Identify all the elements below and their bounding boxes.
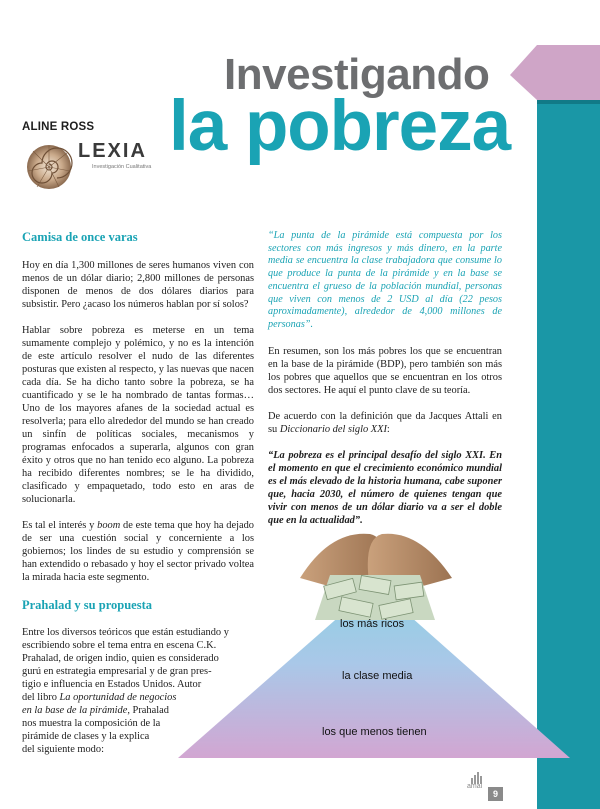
right-column (268, 230, 502, 527)
book-title-part-1: La oportunidad de negocios (59, 692, 177, 703)
prahalad-line: pirámide de clases y la explica (22, 731, 150, 742)
nautilus-shell-icon (25, 143, 73, 191)
logo-subtitle: Investigación Cualitativa (92, 164, 152, 170)
prahalad-line: tigio e influencia en Estados Unidos. Autor (22, 679, 202, 690)
pink-tab-shape (510, 45, 600, 100)
title-line-2: la pobreza (169, 87, 511, 166)
prahalad-line: Entre los diversos teóricos que están estudiando y (22, 627, 229, 638)
prahalad-quote: “La punta de la pirámide está compuesta por los sectores con más ingresos y más dinero, en la parte media se encuentra la clase trabajadora que consume lo que produce la punta de la pirámide y en la base se encuentra el grueso de la población mundial, personas que viven con menos de 2 USD al día (22 pesos aproximadamente), alrededor de 4,000 millones de personas”. (268, 230, 502, 330)
book-title-part-2: en la base de la pirámide (22, 705, 128, 716)
paragraph-1: Hoy en día 1,300 millones de seres humanos viven con menos de un dólar diario; 2,800 millones de personas disponen de menos de dos dólares diarios para subsistir. Pero ¿acaso los números hablan por sí solos? (22, 260, 254, 310)
prahalad-line: del siguiente modo: (22, 744, 104, 755)
author-name: ALINE ROSS (22, 121, 95, 133)
hands-with-money-image (300, 534, 452, 620)
page-number: 9 (488, 787, 503, 801)
class-pyramid (0, 520, 600, 790)
pyramid-label-middle: la clase media (342, 670, 413, 682)
pyramid-label-top: los más ricos (340, 618, 405, 630)
prahalad-line: del libro (22, 692, 60, 703)
attali-book-title: Diccionario del siglo XXI (279, 423, 387, 435)
p3-text-a: Es tal el interés y (22, 520, 98, 531)
prahalad-after-book: , Prahalad (127, 705, 169, 716)
pyramid-label-bottom: los que menos tienen (322, 726, 427, 738)
section-heading-prahalad: Prahalad y su propuesta (22, 598, 153, 612)
paragraph-2: Hablar sobre pobreza es meterse en un tema sumamente complejo y polémico, y no es la intención de este artículo resolver el nudo de las diferentes posturas que existen al respecto, y las nuevas que nacen cada día. Se ha dicho tanto sobre la pobreza, se ha cuantificado y se le ha nombrado de tantas formas… Uno de los mayores afanes de la sociedad actual es resolverla; para ello alrededor del mundo se han creado un sinfín de políticas sociales, mecanismos y programas enfocados a superarla, algunos con gran éxito y otros que no han tenido eco alguno. La pobreza ha recibido diferentes nombres; se le ha dividido, clasificado y empaquetado, todo esto en aras de solucionarla. (22, 325, 254, 505)
teal-bar-top-notch (537, 100, 600, 104)
paragraph-attali (268, 410, 502, 436)
p3-italic-boom: boom (97, 520, 121, 531)
paragraph-resumen: En resumen, son los más pobres los que se encuentran en la base de la pirámide (BDP), pero también son más los pobres que aquellos que se encuentran en los otros dos sectores. He aquí el punto clave de su teoría. (268, 345, 502, 396)
prahalad-line: escribiendo sobre el tema entra en escena C.K. (22, 640, 217, 651)
p3-text-b: de este tema que hoy ha dejado de ser una cuestión social y concerniente a los gobiernos; los lindes de su estudio y comprensión se han extendido o rebasado y hoy el sector privado voltea la mirada hacia este segmento. (22, 520, 254, 583)
prahalad-line: gurú en estrategia empresarial y de gran pres- (22, 666, 212, 677)
attali-quote: “La pobreza es el principal desafío del siglo XXI. En el momento en que el crecimiento económico mundial es el más elevado de la historia humana, cabe suponer que, hacia 2030, el número de quienes tengan que vivir con menos de un dólar diario va a ser el doble que en la actualidad”. (268, 449, 502, 526)
prahalad-line: Prahalad, de origen indio, quien es considerado (22, 653, 219, 664)
attali-text-b: : (386, 423, 390, 435)
section-heading-camisa: Camisa de once varas (22, 230, 138, 244)
prahalad-line: nos muestra la composición de la (22, 718, 161, 729)
logo-brand: LEXIA (78, 140, 147, 162)
title-line-1: Investigando (224, 50, 490, 99)
attali-text-a: De acuerdo con la definición que da Jacques Attali en su (268, 410, 502, 435)
footer-brand: amai (467, 783, 483, 790)
